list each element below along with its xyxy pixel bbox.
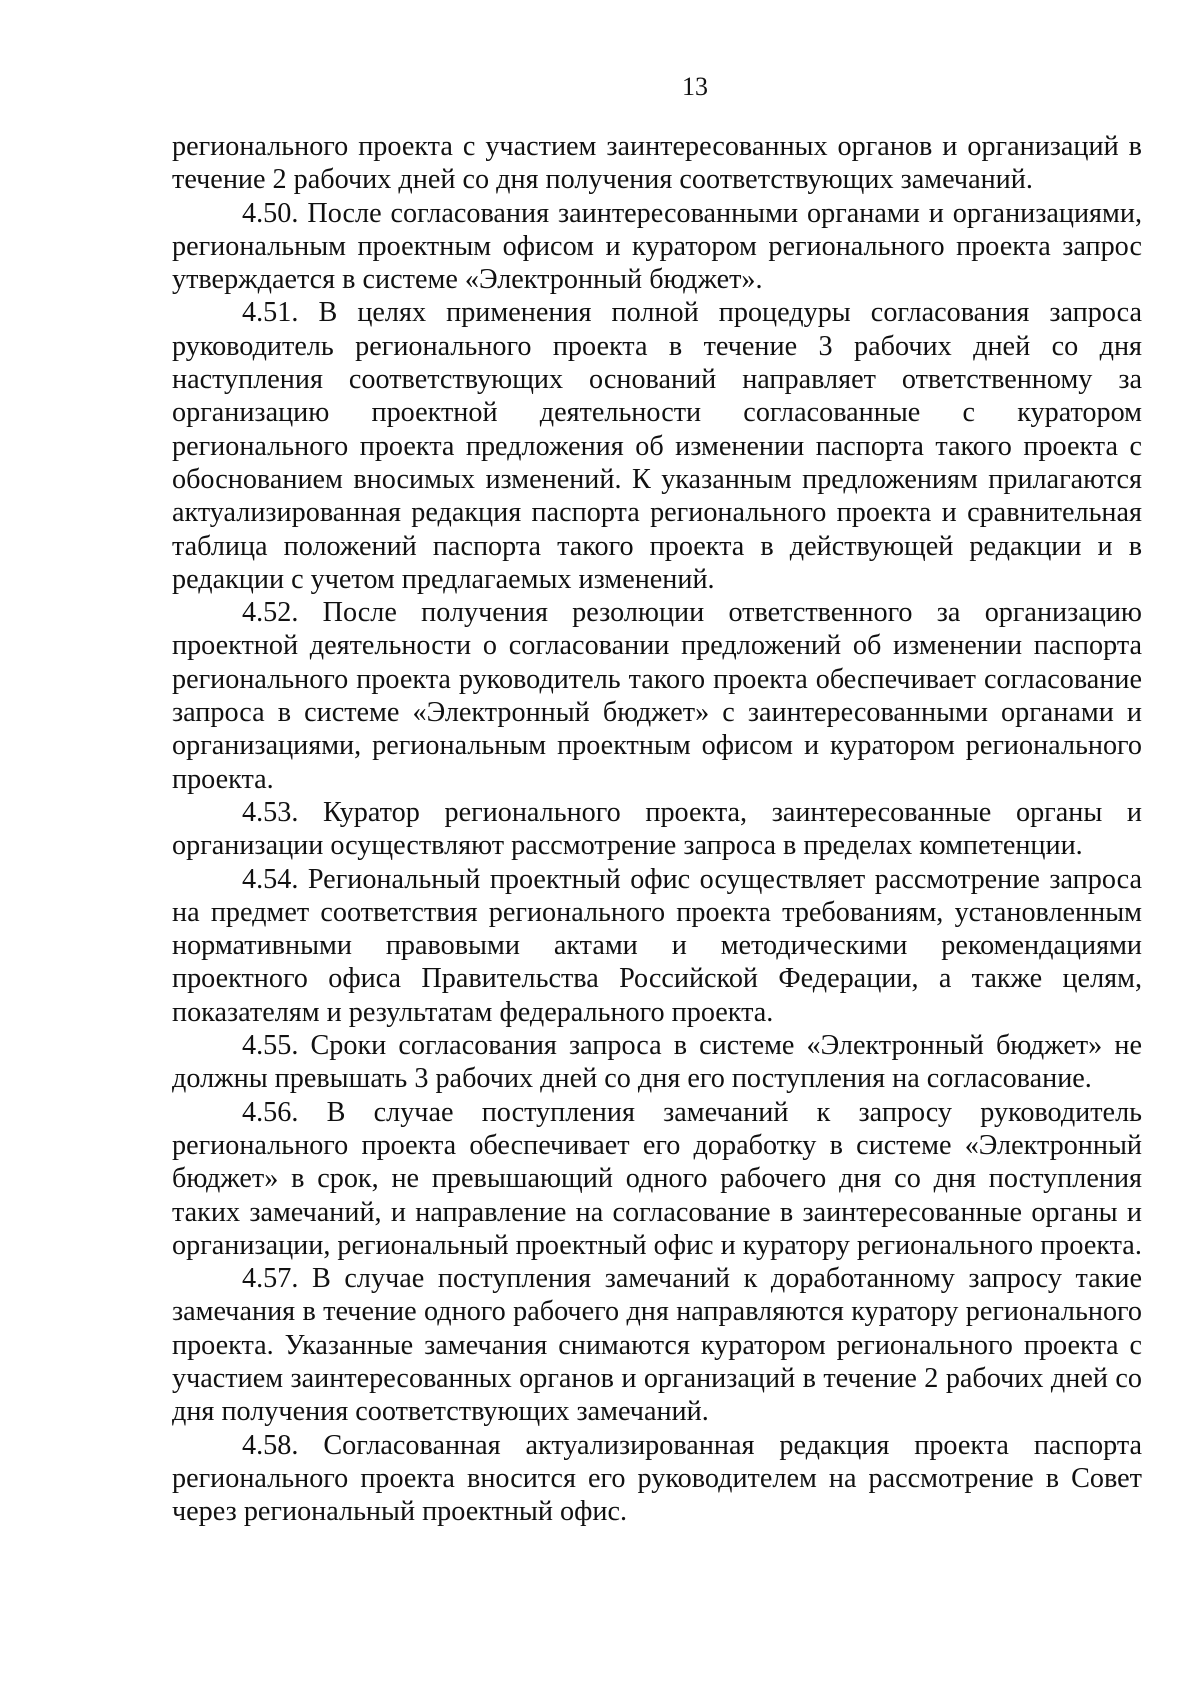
paragraph-4-53: 4.53. Куратор регионального проекта, заинтересованные органы и организации осуществляют рассмотрение запроса в пределах компетенции.: [172, 796, 1142, 862]
paragraph-4-56: 4.56. В случае поступления замечаний к запросу руководитель регионального проекта обеспечивает его доработку в системе «Электронный бюджет» в срок, не превышающий одного рабочего дня со дня поступления таких замечаний, и направление на согласование в заинтересованные органы и организации, региональный проектный офис и куратору регионального проекта.: [172, 1096, 1142, 1261]
paragraph-4-58: 4.58. Согласованная актуализированная редакция проекта паспорта регионального проекта вносится его руководителем на рассмотрение в Совет через региональный проектный офис.: [172, 1429, 1142, 1528]
paragraph-4-51: 4.51. В целях применения полной процедуры согласования запроса руководитель регионального проекта в течение 3 рабочих дней со дня наступления соответствующих оснований направляет ответственному за организацию проектной деятельности согласованные с куратором регионального проекта предложения об изменении паспорта такого проекта с обоснованием вносимых изменений. К указанным предложениям прилагаются актуализированная редакция паспорта регионального проекта и сравнительная таблица положений паспорта такого проекта в действующей редакции и в редакции с учетом предлагаемых изменений.: [172, 297, 1142, 595]
paragraph-4-54: 4.54. Региональный проектный офис осуществляет рассмотрение запроса на предмет соответствия регионального проекта требованиям, установленным нормативными правовыми актами и методическими рекомендациями проектного офиса Правительства Российской Федерации, а также целям, показателям и результатам федерального проекта.: [172, 863, 1142, 1028]
paragraph-4-52: 4.52. После получения резолюции ответственного за организацию проектной деятельности о согласовании предложений об изменении паспорта регионального проекта руководитель такого проекта обеспечивает согласование запроса в системе «Электронный бюджет» с заинтересованными органами и организациями, региональным проектным офисом и куратором регионального проекта.: [172, 597, 1142, 795]
paragraph-4-57: 4.57. В случае поступления замечаний к доработанному запросу такие замечания в течение одного рабочего дня направляются куратору регионального проекта. Указанные замечания снимаются куратором регионального проекта с участием заинтересованных органов и организаций в течение 2 рабочих дней со дня получения соответствующих замечаний.: [172, 1263, 1142, 1428]
document-body: [172, 130, 1142, 1528]
paragraph-continuation: регионального проекта с участием заинтересованных органов и организаций в течение 2 рабочих дней со дня получения соответствующих замечаний.: [172, 131, 1142, 196]
page-number: 13: [682, 72, 708, 101]
paragraph-4-50: 4.50. После согласования заинтересованными органами и организациями, региональным проектным офисом и куратором регионального проекта запрос утверждается в системе «Электронный бюджет».: [172, 197, 1142, 296]
paragraph-4-55: 4.55. Сроки согласования запроса в системе «Электронный бюджет» не должны превышать 3 рабочих дней со дня его поступления на согласование.: [172, 1030, 1142, 1095]
